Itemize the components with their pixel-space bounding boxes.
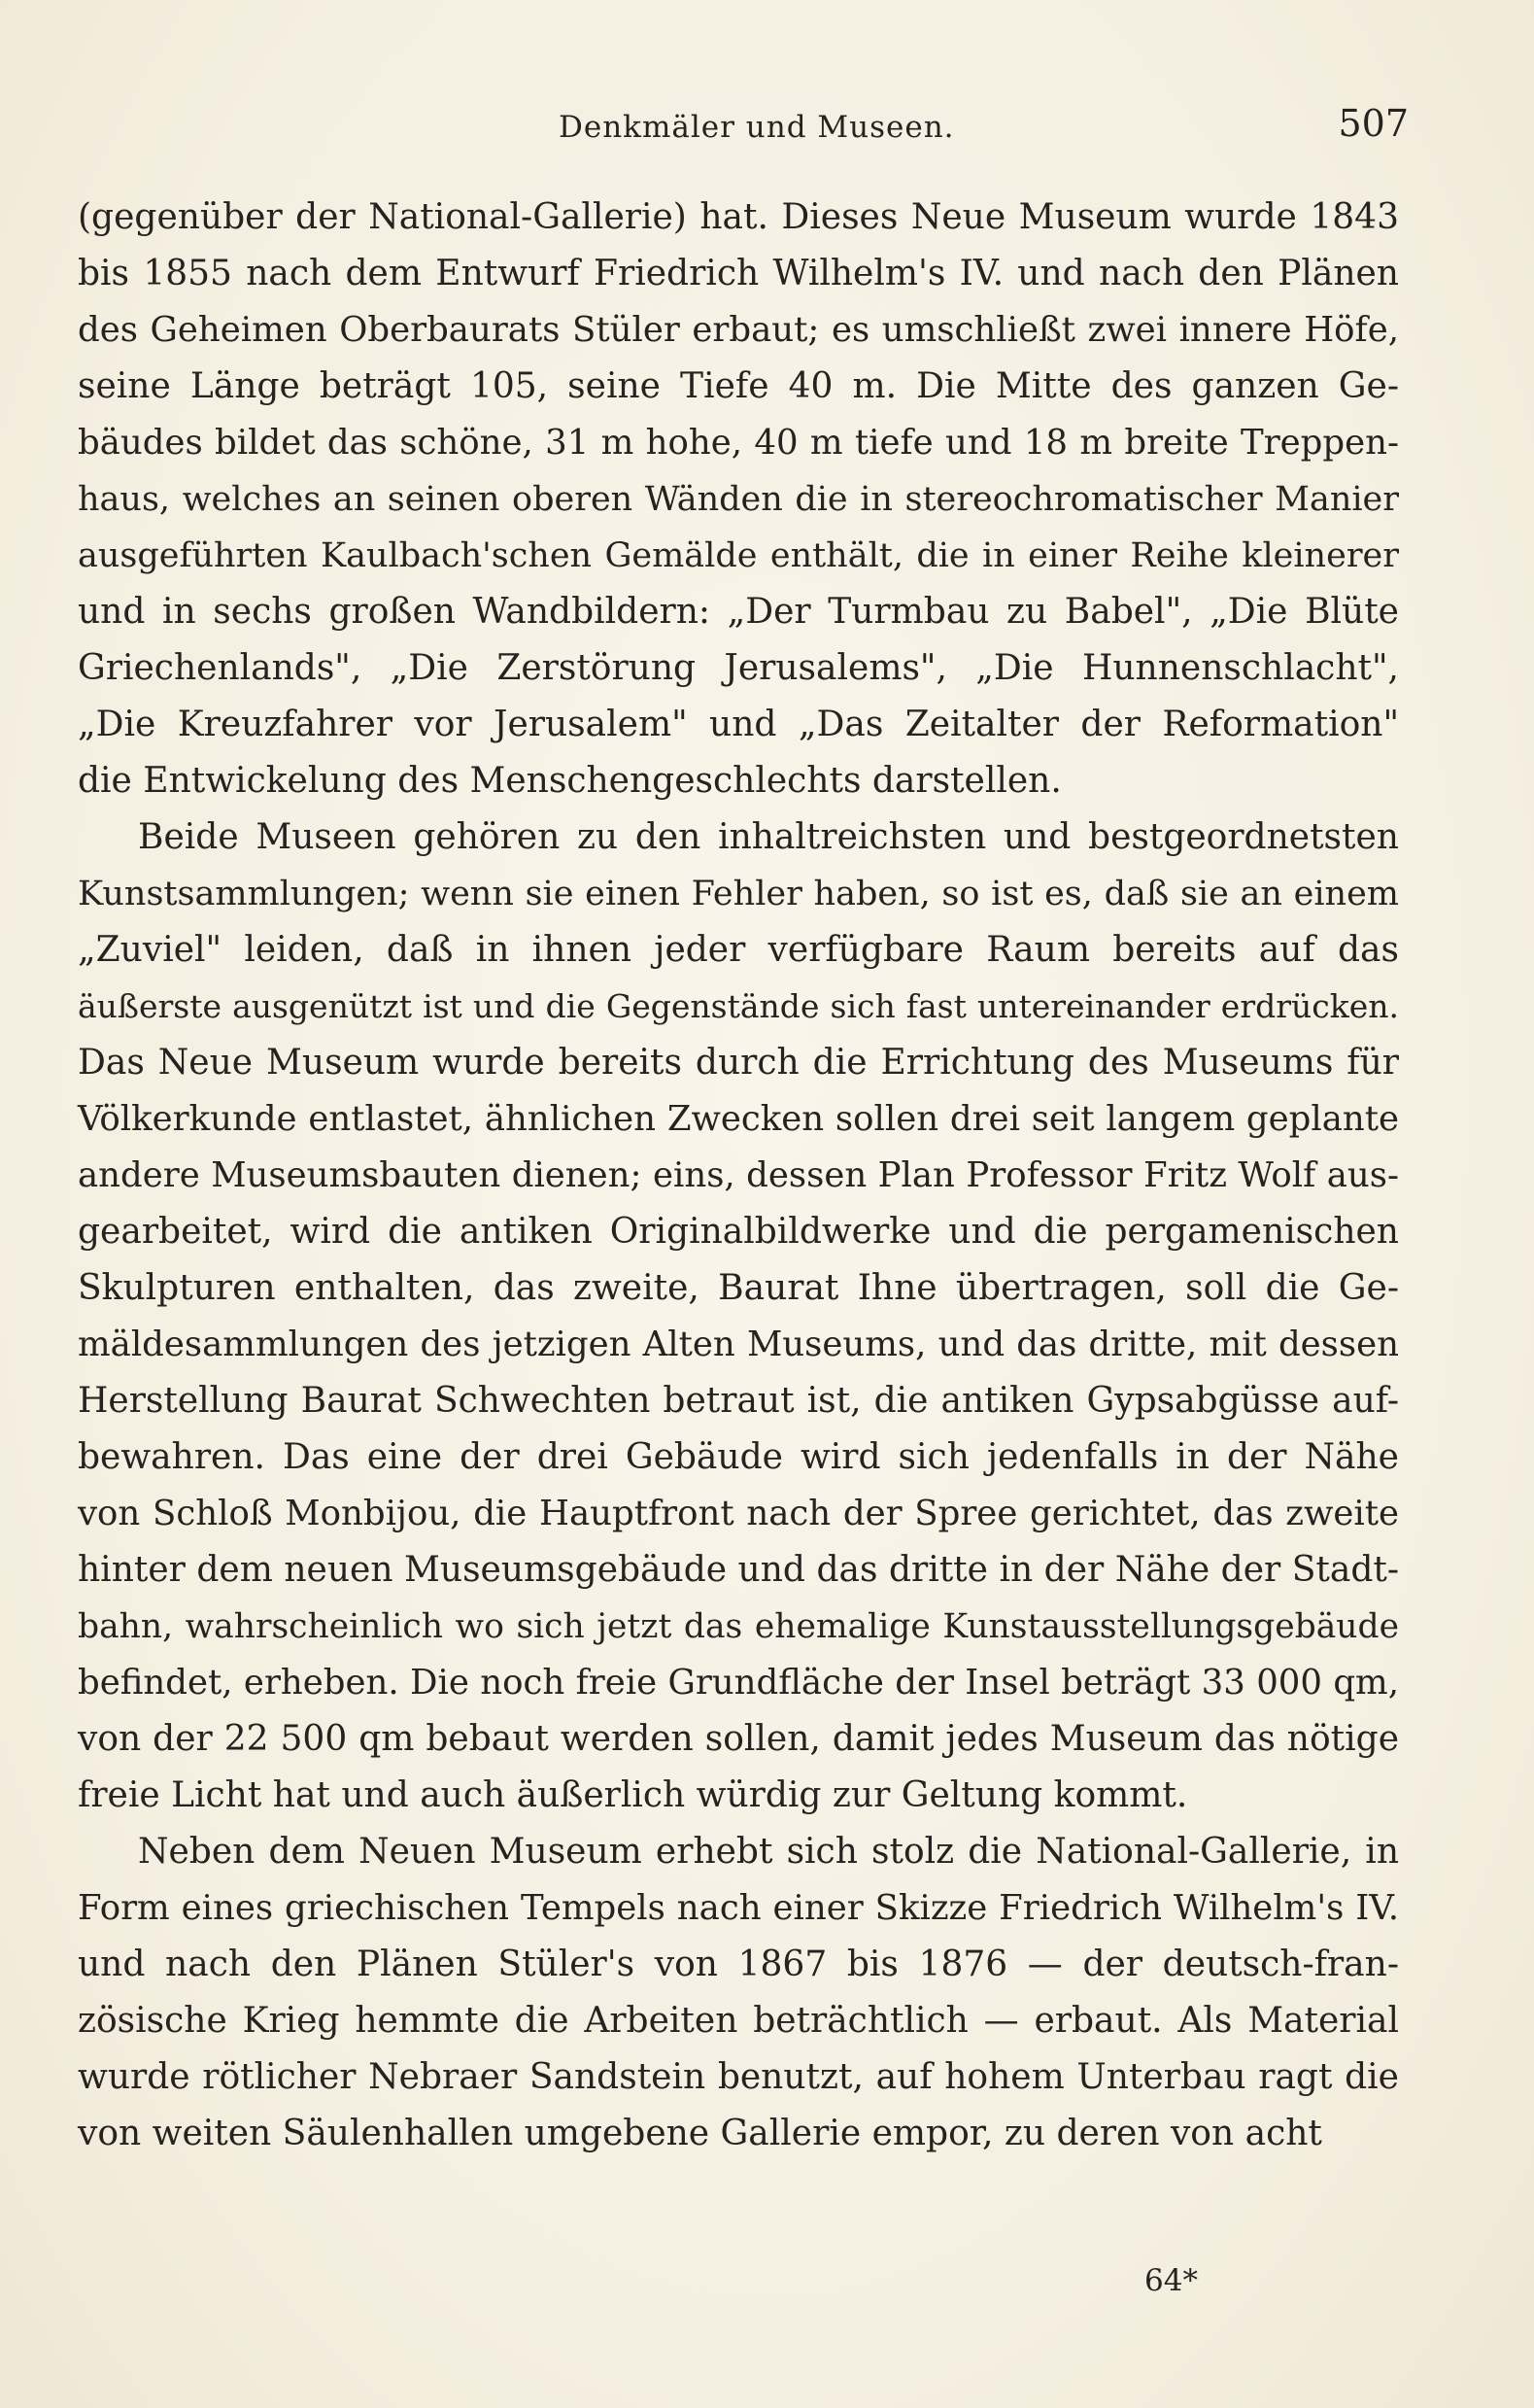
running-title: Denkmäler und Museen.: [559, 110, 955, 145]
text-line: zösische Krieg hemmte die Arbeiten beträchtlich — erbaut. Als Material: [78, 2001, 1399, 2041]
text-line: hinter dem neuen Museumsgebäude und das dritte in der Nähe der Stadt-: [78, 1550, 1399, 1590]
text-line: und nach den Plänen Stüler's von 1867 bis 1876 — der deutsch-fran-: [78, 1944, 1399, 1984]
text-line: Skulpturen enthalten, das zweite, Baurat Ihne übertragen, soll die Ge-: [78, 1268, 1399, 1308]
text-line: äußerste ausgenützt ist und die Gegenstände sich fast untereinander erdrücken.: [78, 987, 1399, 1025]
text-line: Beide Museen gehören zu den inhaltreichsten und bestgeordnetsten: [138, 817, 1399, 857]
page-header: [78, 102, 1409, 160]
text-line: die Entwickelung des Menschengeschlechts darstellen.: [78, 761, 1062, 801]
text-line: Das Neue Museum wurde bereits durch die Errichtung des Museums für: [78, 1043, 1399, 1083]
text-line: von der 22 500 qm bebaut werden sollen, damit jedes Museum das nötige: [78, 1719, 1399, 1759]
text-line: bis 1855 nach dem Entwurf Friedrich Wilhelm's IV. und nach den Plänen: [78, 254, 1399, 293]
text-line: bahn, wahrscheinlich wo sich jetzt das ehemalige Kunstausstellungsgebäude: [78, 1607, 1399, 1646]
text-line: gearbeitet, wird die antiken Originalbildwerke und die pergamenischen: [78, 1212, 1399, 1252]
text-line: ausgeführten Kaulbach'schen Gemälde enthält, die in einer Reihe kleinerer: [78, 536, 1399, 575]
text-line: „Zuviel" leiden, daß in ihnen jeder verfügbare Raum bereits auf das: [78, 930, 1399, 970]
text-line: von Schloß Monbijou, die Hauptfront nach der Spree gerichtet, das zweite: [78, 1494, 1399, 1533]
text-line: Kunstsammlungen; wenn sie einen Fehler haben, so ist es, daß sie an einem: [78, 875, 1399, 913]
text-line: mäldesammlungen des jetzigen Alten Museums, und das dritte, mit dessen: [78, 1324, 1399, 1364]
text-line: Herstellung Baurat Schwechten betraut ist, die antiken Gypsabgüsse auf-: [78, 1381, 1399, 1421]
paragraph: [78, 809, 1399, 1824]
text-line: Völkerkunde entlastet, ähnlichen Zwecken sollen drei seit langem geplante: [78, 1099, 1399, 1139]
text-line: bewahren. Das eine der drei Gebäude wird sich jedenfalls in der Nähe: [78, 1437, 1399, 1477]
text-line: und in sechs großen Wandbildern: „Der Turmbau zu Babel", „Die Blüte: [78, 592, 1399, 632]
text-line: seine Länge beträgt 105, seine Tiefe 40 m. Die Mitte des ganzen Ge-: [78, 366, 1399, 406]
text-line: befindet, erheben. Die noch freie Grundfläche der Insel beträgt 33 000 qm,: [78, 1663, 1399, 1703]
body-text: [78, 189, 1399, 2162]
text-line: andere Museumsbauten dienen; eins, dessen Plan Professor Fritz Wolf aus-: [78, 1155, 1399, 1195]
text-line: freie Licht hat und auch äußerlich würdig zur Geltung kommt.: [78, 1775, 1188, 1815]
printer-signature-mark: 64*: [1144, 2263, 1198, 2298]
text-line: Form eines griechischen Tempels nach einer Skizze Friedrich Wilhelm's IV.: [78, 1888, 1399, 1928]
text-line: Griechenlands", „Die Zerstörung Jerusalems", „Die Hunnenschlacht",: [78, 648, 1399, 688]
text-line: Neben dem Neuen Museum erhebt sich stolz die National-Gallerie, in: [138, 1832, 1399, 1872]
text-line: bäudes bildet das schöne, 31 m hohe, 40 m tiefe und 18 m breite Treppen-: [78, 423, 1399, 463]
paragraph: [78, 189, 1399, 809]
text-line: „Die Kreuzfahrer vor Jerusalem" und „Das Zeitalter der Reformation": [78, 705, 1399, 744]
paragraph: [78, 1824, 1399, 2162]
text-line: des Geheimen Oberbaurats Stüler erbaut; es umschließt zwei innere Höfe,: [78, 310, 1399, 350]
text-line: haus, welches an seinen oberen Wänden die in stereochromatischer Manier: [78, 480, 1399, 519]
text-line: wurde rötlicher Nebraer Sandstein benutzt, auf hohem Unterbau ragt die: [78, 2057, 1399, 2097]
text-line: (gegenüber der National-Gallerie) hat. Dieses Neue Museum wurde 1843: [78, 197, 1399, 237]
text-line: von weiten Säulenhallen umgebene Gallerie empor, zu deren von acht: [78, 2114, 1322, 2153]
page-number: 507: [1338, 102, 1409, 145]
